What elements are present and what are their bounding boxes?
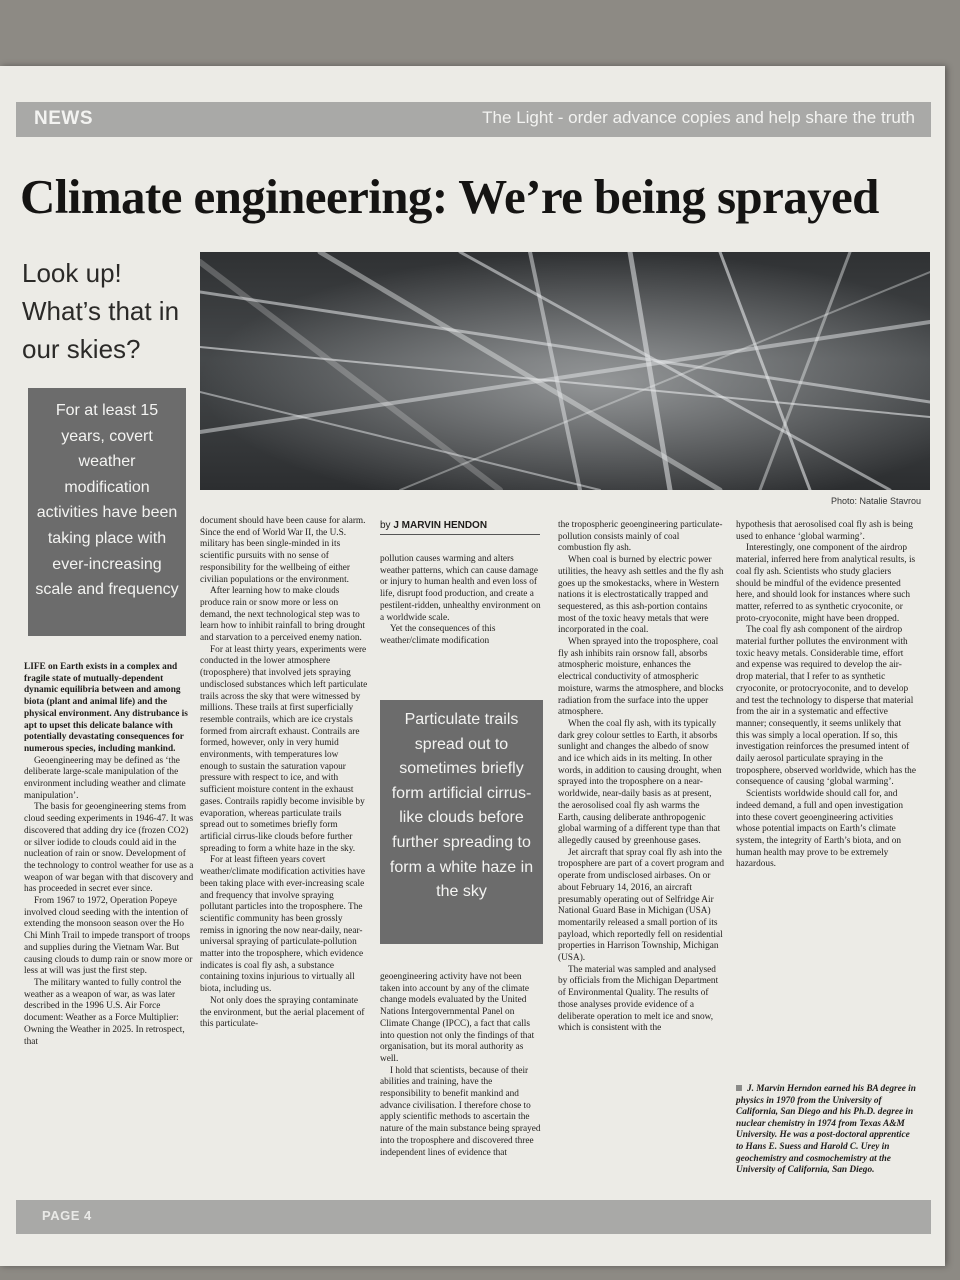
article-column-2 (200, 516, 368, 1031)
header-promo: The Light - order advance copies and help share the truth (482, 108, 915, 127)
paragraph: Interestingly, one component of the airdrop material, inferred here from analytical results, is coal fly ash. Scientists who study glaciers should be mindful of the evidence presented here, and should look for instances where such matter, referred to as synthetic cryoconite, or proto-cryoconite, might have been dropped. (736, 543, 916, 624)
byline-author: J MARVIN HENDON (393, 520, 488, 531)
pull-quote-left: For at least 15 years, covert weather modification activities have been taking place with ever-increasing scale and frequency (28, 388, 186, 636)
bullet-square-icon (736, 1085, 742, 1091)
pull-quote-middle: Particulate trails spread out to sometimes briefly form artificial cirrus-like clouds before further spreading to form a white haze in the sky (380, 700, 543, 944)
paragraph: geoengineering activity have not been taken into account by any of the climate change models evaluated by the United Nations Intergovernmental Panel on Climate Change (IPCC), a fact that calls into question not only the findings of that organisation, but its moral authority as well. (380, 972, 535, 1064)
paragraph: The military wanted to fully control the weather as a weapon of war, as was later described in the 1996 U.S. Air Force document: Weather as a Force Multiplier: Owning the Weather in 2025. In retrospect, that (24, 977, 185, 1047)
paragraph: For at least fifteen years covert weather/climate modification activities have been taking place with ever-increasing scale and frequency that involve spraying pollutant particles into the troposphere. The scientific community has been grossly remiss in ignoring the now near-daily, near-universal spraying of particulate-pollution matter into the troposphere, which evidence indicates is coal fly ash, a substance containing toxins injurious to virtually all biota, including us. (200, 855, 365, 995)
section-label: NEWS (34, 108, 93, 129)
paragraph: When the coal fly ash, with its typically dark grey colour settles to Earth, it absorbs sunlight and changes the albedo of snow and ice which aids in its melting. In other words, in addition to causing drought, when sprayed into the troposphere on a near-worldwide, near-daily basis as at present, the aerosolised coal fly ash warms the Earth, causing deliberate anthropogenic global warming of a different type than that allegedly caused by greenhouse gases. (558, 718, 722, 846)
paragraph: The material was sampled and analysed by officials from the Michigan Department of Environmental Quality. The results of those analyses provide evidence of a deliberate operation to melt ice and snow, which is consistent with the (558, 964, 719, 1034)
newspaper-page (0, 66, 945, 1266)
paragraph: Geoengineering may be defined as ‘the deliberate large-scale manipulation of the environment including weather and climate manipulation’. (24, 755, 186, 801)
paragraph: From 1967 to 1972, Operation Popeye involved cloud seeding with the intention of extending the monsoon season over the Ho Chi Minh Trail to impede transport of troops and supplies during the Vietnam War. But causing clouds to dump rain or snow more or less at will was just the first step. (24, 896, 193, 977)
kicker-subheading: Look up! What’s that in our skies? (22, 258, 180, 364)
paragraph: When coal is burned by electric power utilities, the heavy ash settles and the fly ash goes up the smokestacks, where in Western nations it is electrostatically trapped and sequestered, as this ash-portion contains most of the toxic heavy metals that were incorporated in the coal. (558, 555, 724, 636)
lead-paragraph: LIFE on Earth exists in a complex and fragile state of mutually-dependent dynamic equilibria between and among biota (plant and animal life) and the physical environment. Any distrubance is apt to upset this delicate balance with potentially devastating consequences for numerous species, including mankind. (24, 662, 188, 754)
sky-contrails-photo (200, 252, 930, 490)
author-bio-text: J. Marvin Herndon earned his BA degree in physics in 1970 from the University of California, San Diego and his Ph.D. degree in nuclear chemistry in 1974 from Texas A&M University. He was a post-doctoral apprentice to Hans E. Suess and Harold C. Urey in geochemistry and cosmochemistry at the University of California, San Diego. (736, 1084, 916, 1176)
paragraph: I hold that scientists, because of their abilities and training, have the responsibility to benefit mankind and advance civilisation. I therefore chose to apply scientific methods to ascertain the nature of the main substance being sprayed into the troposphere and discovered three independent lines of evidence that (380, 1065, 541, 1158)
headline: Climate engineering: We’re being sprayed (20, 169, 879, 224)
contrails-illustration (200, 252, 930, 490)
author-bio (736, 1084, 916, 1177)
paragraph: For at least thirty years, experiments were conducted in the lower atmosphere (troposphere) that involved jets spraying undisclosed substances which left particulate trails across the sky that were witnessed by millions. These trails at first superficially resemble contrails, which are ice crystals formed from aircraft exhaust. Contrails are formed, however, only in very humid environments, with temperatures low enough to sustain the saturation vapour pressure with respect to ice, and with sufficient moisture content in the exhaust gases. Contrails rapidly become invisible by evaporation, whereas particulate trails spread out to sometimes briefly form artificial cirrus-like clouds before further spreading to form a white haze in the sky. (200, 644, 368, 854)
paragraph: document should have been cause for alarm. Since the end of World War II, the U.S. military has been single-minded in its scientific pursuits with no sense of responsibility for the wellbeing of either civilian populations or the environment. (200, 516, 366, 585)
section-header-band (16, 102, 931, 137)
paragraph: the tropospheric geoengineering particulate-pollution consists mainly of coal combustion fly ash. (558, 520, 723, 554)
paragraph: After learning how to make clouds produce rain or snow more or less on demand, the next technological step was to learn how to inhibit rainfall to bring drought and starvation to a perceived enemy nation. (200, 586, 365, 644)
article-column-3-top (380, 554, 543, 648)
article-column-3-bottom (380, 972, 543, 1159)
paragraph: Scientists worldwide should call for, and indeed demand, a full and open investigation into these covert geoengineering activities whose potential impacts on Earth’s climate system, the integrity of Earth’s biota, and on human health may prove to be extremely hazardous. (736, 789, 904, 870)
paragraph: Jet aircraft that spray coal fly ash into the troposphere are part of a covert program and operate from undisclosed airbases. On or about February 14, 2016, an aircraft presumably operating out of Selfridge Air National Guard Base in Michigan (USA) momentarily released a small portion of its payload, which reportedly fell on residential properties in Harrison Township, Michigan (USA). (558, 847, 724, 964)
paragraph: When sprayed into the troposphere, coal fly ash inhibits rain orsnow fall, absorbs atmospheric moisture, enhances the electrical conductivity of atmospheric moisture, warms the atmosphere, and blocks radiation from the surface into the upper atmosphere. (558, 637, 724, 718)
byline (380, 520, 540, 535)
footer-band (16, 1200, 931, 1234)
paragraph: hypothesis that aerosolised coal fly ash is being used to enhance ‘global warming’. (736, 520, 913, 542)
article-column-4 (558, 520, 724, 1035)
article-column-1 (24, 662, 194, 1048)
article-column-5 (736, 520, 916, 871)
page-number: PAGE 4 (42, 1208, 92, 1223)
photo-credit: Photo: Natalie Stavrou (830, 496, 921, 506)
paragraph: Not only does the spraying contaminate the environment, but the aerial placement of this particulate- (200, 995, 365, 1030)
paragraph: The basis for geoengineering stems from cloud seeding experiments in 1946-47. It was discovered that adding dry ice (frozen CO2) or silver iodide to clouds could aid in the nucleation of rain or snow. Development of the technology to control weather for use as a weapon of war began with that discovery and has proceeded in secret ever since. (24, 802, 194, 895)
byline-prefix: by (380, 520, 391, 531)
paragraph: pollution causes warming and alters weather patterns, which can cause damage or injury to human health and even loss of life, disrupt food production, and create a pestilent-ridden, unhealthy environment on a worldwide scale. (380, 554, 541, 623)
paragraph: Yet the consequences of this weather/climate modification (380, 624, 496, 646)
paragraph: The coal fly ash component of the airdrop material further pollutes the environment with toxic heavy metals. Considerable time, effort and expense was required to develop the air-drop material, that I refer to as synthetic cryoconite, or protocryoconite, and to develop and test the technology to disperse that material from the air in a systematic and effective manner; consequently, it seems unlikely that this was simply a local operation. If so, this investigation reinforces the presumed intent of daily aerosol particulate spraying in the troposphere, observed worldwide, which has the consequence of causing ‘global warming’. (736, 625, 916, 788)
